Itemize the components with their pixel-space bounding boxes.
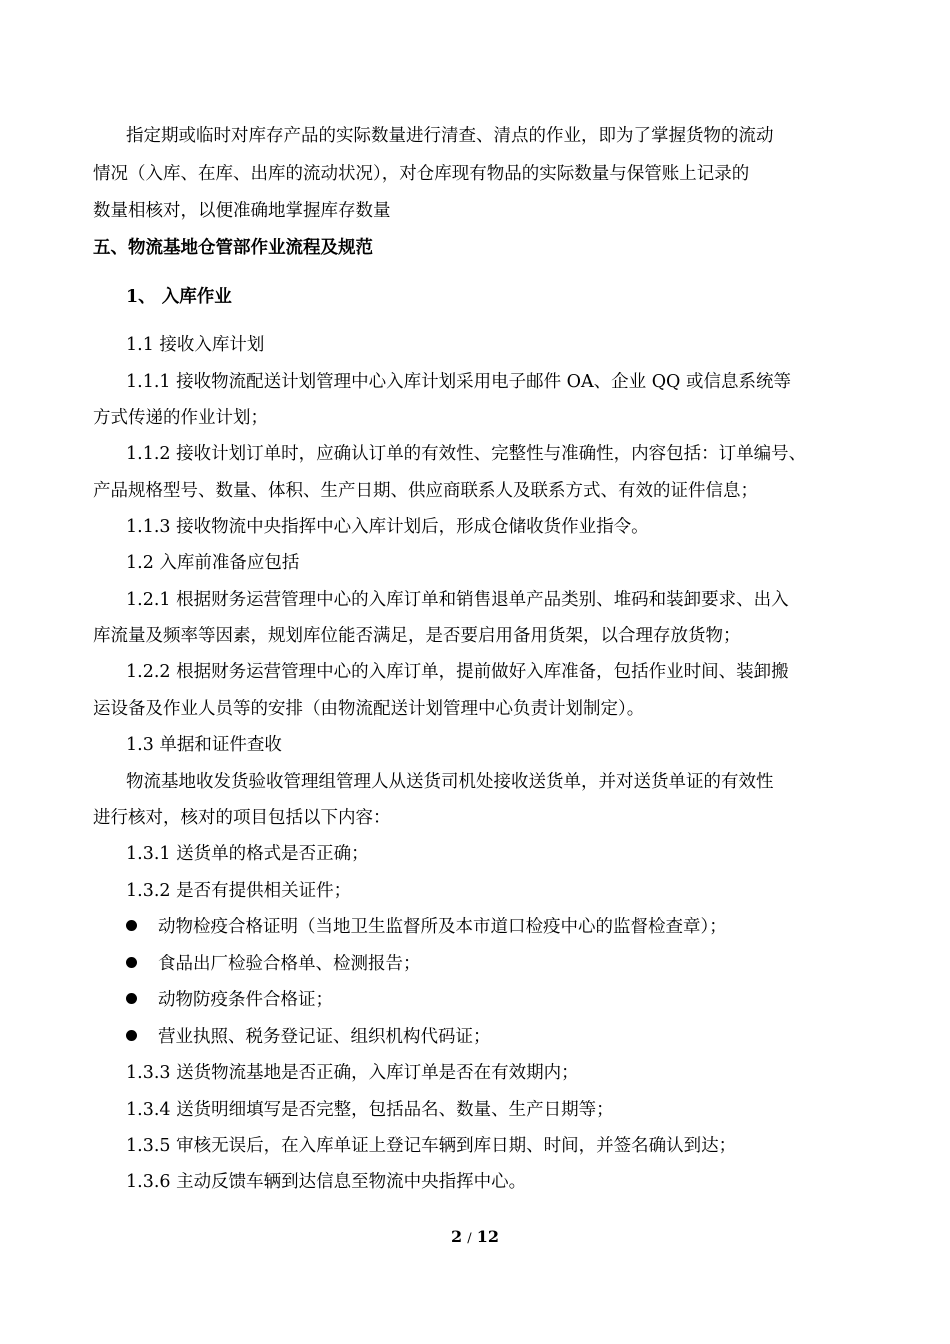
bullet-list-item bbox=[126, 988, 333, 1012]
bullet-list-item bbox=[126, 915, 727, 939]
clause-title: 1.2 入库前准备应包括 bbox=[126, 553, 300, 573]
bullet-icon bbox=[126, 1030, 137, 1041]
clause-paragraph-line: 物流基地收发货验收管理组管理人从送货司机处接收送货单，并对送货单证的有效性 bbox=[126, 772, 774, 792]
bullet-icon bbox=[126, 993, 137, 1004]
page-separator: / bbox=[467, 1231, 472, 1246]
clause-title: 1.1 接收入库计划 bbox=[126, 335, 265, 355]
clause-paragraph-line: 库流量及频率等因素，规划库位能否满足，是否要启用备用货架，以合理存放货物； bbox=[93, 626, 741, 646]
bullet-icon bbox=[126, 920, 137, 931]
clause-paragraph-line: 方式传递的作业计划； bbox=[93, 408, 268, 428]
clause-paragraph-line: 1.1.3 接收物流中央指挥中心入库计划后，形成仓储收货作业指令。 bbox=[126, 517, 649, 537]
intro-paragraph-line: 情况（入库、在库、出库的流动状况），对仓库现有物品的实际数量与保管账上记录的 bbox=[93, 164, 750, 184]
clause-paragraph-line: 1.2.2 根据财务运营管理中心的入库订单，提前做好入库准备，包括作业时间、装卸搬 bbox=[126, 662, 789, 682]
bullet-text: 动物检疫合格证明（当地卫生监督所及本市道口检疫中心的监督检查章）； bbox=[158, 917, 727, 937]
bullet-text: 食品出厂检验合格单、检测报告； bbox=[158, 954, 421, 974]
bullet-text: 动物防疫条件合格证； bbox=[158, 990, 333, 1010]
subsection-heading: 1、 入库作业 bbox=[126, 287, 232, 307]
section-heading: 五、物流基地仓管部作业流程及规范 bbox=[93, 238, 373, 258]
check-item: 1.3.5 审核无误后，在入库单证上登记车辆到库日期、时间，并签名确认到达； bbox=[126, 1136, 737, 1156]
total-pages-number: 12 bbox=[476, 1227, 499, 1246]
clause-paragraph-line: 1.1.2 接收计划订单时，应确认订单的有效性、完整性与准确性，内容包括：订单编号、 bbox=[126, 444, 807, 464]
check-item: 1.3.1 送货单的格式是否正确； bbox=[126, 844, 369, 864]
clause-paragraph-line: 进行核对，核对的项目包括以下内容： bbox=[93, 808, 391, 828]
current-page-number: 2 bbox=[451, 1227, 463, 1246]
clause-title: 1.3 单据和证件查收 bbox=[126, 735, 282, 755]
check-item: 1.3.2 是否有提供相关证件； bbox=[126, 881, 352, 901]
page-number bbox=[0, 1226, 950, 1250]
bullet-list-item bbox=[126, 1025, 491, 1049]
bullet-list-item bbox=[126, 952, 421, 976]
bullet-text: 营业执照、税务登记证、组织机构代码证； bbox=[158, 1027, 491, 1047]
check-item: 1.3.3 送货物流基地是否正确，入库订单是否在有效期内； bbox=[126, 1063, 579, 1083]
check-item: 1.3.4 送货明细填写是否完整，包括品名、数量、生产日期等； bbox=[126, 1100, 614, 1120]
intro-paragraph-line: 数量相核对，以便准确地掌握库存数量 bbox=[93, 201, 391, 221]
clause-paragraph-line: 运设备及作业人员等的安排（由物流配送计划管理中心负责计划制定）。 bbox=[93, 699, 645, 719]
bullet-icon bbox=[126, 957, 137, 968]
check-item: 1.3.6 主动反馈车辆到达信息至物流中央指挥中心。 bbox=[126, 1172, 527, 1192]
clause-paragraph-line: 产品规格型号、数量、体积、生产日期、供应商联系人及联系方式、有效的证件信息； bbox=[93, 481, 758, 501]
clause-paragraph-line: 1.2.1 根据财务运营管理中心的入库订单和销售退单产品类别、堆码和装卸要求、出入 bbox=[126, 590, 789, 610]
intro-paragraph-line: 指定期或临时对库存产品的实际数量进行清查、清点的作业，即为了掌握货物的流动 bbox=[126, 126, 774, 146]
clause-paragraph-line: 1.1.1 接收物流配送计划管理中心入库计划采用电子邮件 OA、企业 QQ 或信息系统等 bbox=[126, 372, 791, 392]
